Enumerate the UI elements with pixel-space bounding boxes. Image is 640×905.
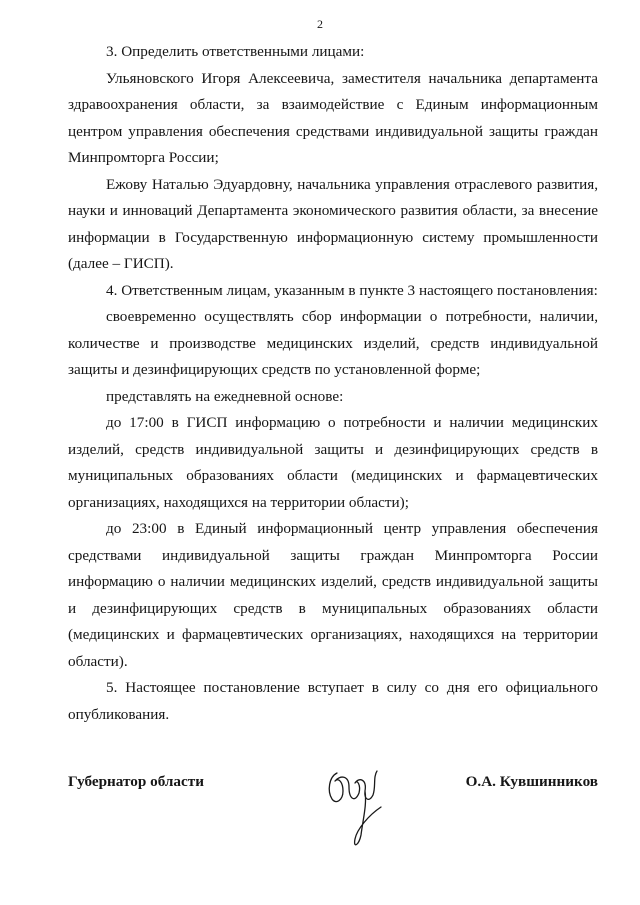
signer-position: Губернатор области <box>68 773 204 790</box>
signature-block <box>68 760 598 860</box>
paragraph-daily-basis: представлять на ежедневной основе: <box>106 387 344 405</box>
paragraph-collect-info: своевременно осуществлять сбор информации о потребности, наличии, количестве и производстве медицинских изделий, средств индивидуальной защиты и дезинфицирующих средств по установленной форме; <box>68 308 598 378</box>
paragraph-responsible-ezhova: Ежову Наталью Эдуардовну, начальника управления отраслевого развития, науки и инноваций Департамента экономического развития области, за внесение информации в Государственную информационную систему промышленности (далее – ГИСП). <box>68 175 598 272</box>
signer-name: О.А. Кувшинников <box>465 773 598 790</box>
paragraph-item-4: 4. Ответственным лицам, указанным в пункте 3 настоящего постановления: <box>106 281 598 299</box>
paragraph-deadline-2300: до 23:00 в Единый информационный центр управления обеспечения средствами индивидуальной защиты граждан Минпромторга России информацию о наличии медицинских изделий, средств индивидуальной защиты и дезинфицирующих средств в муниципальных образованиях области (медицинских и фармацевтических организациях, находящихся на территории области). <box>68 520 598 670</box>
paragraph-item-5: 5. Настоящее постановление вступает в силу со дня его официального опубликования. <box>68 679 598 723</box>
handwritten-signature <box>323 755 393 855</box>
document-body <box>68 39 598 728</box>
page-number: 2 <box>317 17 323 31</box>
paragraph-deadline-1700: до 17:00 в ГИСП информацию о потребности и наличии медицинских изделий, средств индивидуальной защиты и дезинфицирующих средств в муниципальных образованиях области (медицинских и фармацевтических организациях, находящихся на территории области); <box>68 414 598 511</box>
paragraph-item-3: 3. Определить ответственными лицами: <box>106 43 365 60</box>
paragraph-responsible-ulyanovsky: Ульяновского Игоря Алексеевича, заместителя начальника департамента здравоохранения области, за взаимодействие с Единым информационным центром управления обеспечения средствами индивидуальной защиты граждан Минпромторга России; <box>68 69 598 166</box>
